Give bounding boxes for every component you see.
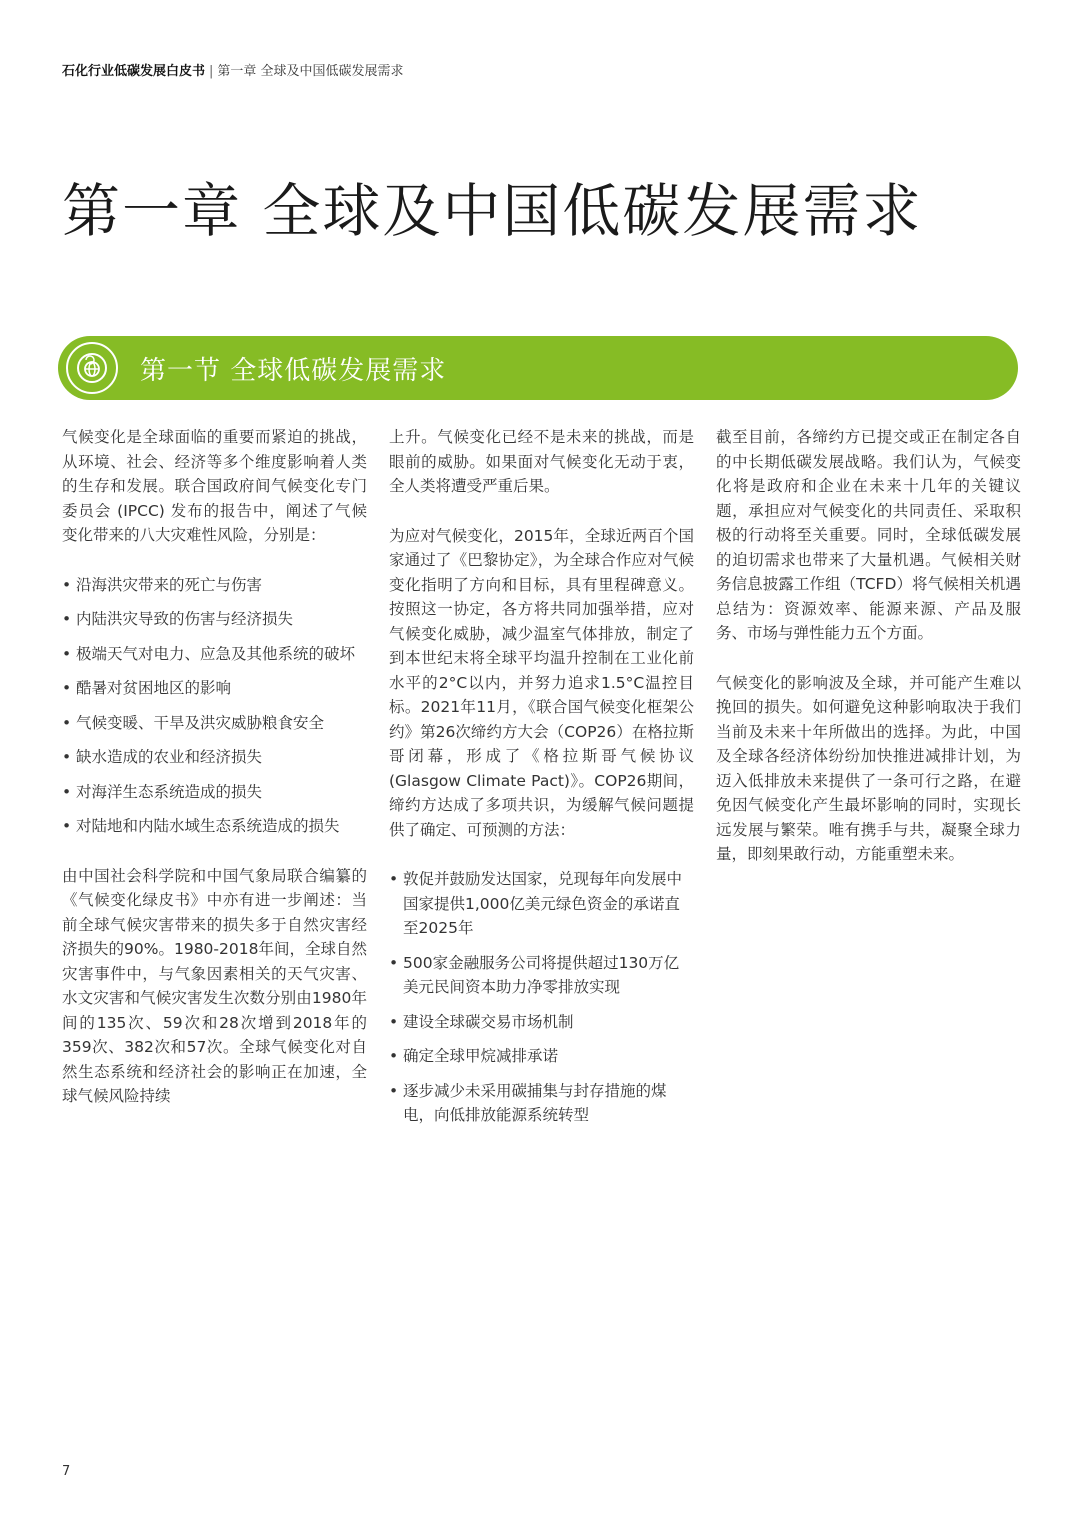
header-separator: | (209, 64, 214, 79)
section-banner (58, 336, 1018, 400)
running-header (62, 60, 404, 79)
list-item: • 对海洋生态系统造成的损失 (62, 780, 367, 805)
paragraph: 截至目前，各缔约方已提交或正在制定各自的中长期低碳发展战略。我们认为，气候变化将是政府和企业在未来十几年的关键议题，承担应对气候变化的共同责任、采取积极的行动将至关重要。同时，全球低碳发展的迫切需求也带来了大量机遇。气候相关财务信息披露工作组（TCFD）将气候相关机遇总结为：资源效率、能源来源、产品及服务、市场与弹性能力五个方面。 (716, 428, 1021, 642)
paragraph: 气候变化的影响波及全球，并可能产生难以挽回的损失。如何避免这种影响取决于我们当前及未来十年所做出的选择。为此，中国及全球各经济体纷纷加快推进减排计划，为迈入低排放未来提供了一条可行之路，在避免因气候变化产生最坏影响的同时，实现长远发展与繁荣。唯有携手与共，凝聚全球力量，即刻果敢行动，方能重塑未来。 (716, 673, 1021, 863)
list-item: • 确定全球甲烷减排承诺 (389, 1044, 694, 1069)
list-item: • 对陆地和内陆水域生态系统造成的损失 (62, 814, 367, 839)
list-item: • 500家金融服务公司将提供超过130万亿美元民间资本助力净零排放实现 (389, 951, 694, 1000)
paragraph: 气候变化是全球面临的重要而紧迫的挑战，从环境、社会、经济等多个维度影响着人类的生存和发展。联合国政府间气候变化专门委员会 (IPCC) 发布的报告中，阐述了气候变化带来的八大灾难性风险，分别是： (62, 428, 367, 544)
cop26-list (389, 867, 694, 1128)
paragraph: 上升。气候变化已经不是未来的挑战，而是眼前的威胁。如果面对气候变化无动于衷，全人类将遭受严重后果。 (389, 428, 694, 495)
chapter-reference: 第一章 全球及中国低碳发展需求 (217, 64, 404, 79)
risk-list (62, 573, 367, 839)
list-item: • 极端天气对电力、应急及其他系统的破坏 (62, 642, 367, 667)
list-item: • 建设全球碳交易市场机制 (389, 1010, 694, 1035)
globe-icon (66, 342, 118, 394)
section-title: 第一节 全球低碳发展需求 (140, 355, 447, 386)
list-item: • 酷暑对贫困地区的影响 (62, 676, 367, 701)
text-column-1 (62, 425, 367, 1134)
list-item: • 沿海洪灾带来的死亡与伤害 (62, 573, 367, 598)
paragraph: 为应对气候变化，2015年，全球近两百个国家通过了《巴黎协定》，为全球合作应对气候变化指明了方向和目标，具有里程碑意义。按照这一协定，各方将共同加强举措，应对气候变化威胁，减少温室气体排放，制定了到本世纪末将全球平均温升控制在工业化前水平的2°C以内，并努力追求1.5°C温控目标。2021年11月，《联合国气候变化框架公约》第26次缔约方大会（COP26）在格拉斯哥闭幕，形成了《格拉斯哥气候协议 (Glasgow Climate Pact)》。COP26期间，缔约方达成了多项共识，为缓解气候问题提供了确定、可预测的方法： (389, 526, 694, 839)
list-item: • 缺水造成的农业和经济损失 (62, 745, 367, 770)
document-title: 石化行业低碳发展白皮书 (62, 64, 206, 79)
list-item: • 气候变暖、干旱及洪灾威胁粮食安全 (62, 711, 367, 736)
list-item: • 内陆洪灾导致的伤害与经济损失 (62, 607, 367, 632)
text-column-3 (716, 425, 1021, 892)
text-column-2 (389, 425, 694, 1153)
list-item: • 敦促并鼓励发达国家，兑现每年向发展中国家提供1,000亿美元绿色资金的承诺直至2025年 (389, 867, 694, 941)
paragraph: 由中国社会科学院和中国气象局联合编纂的《气候变化绿皮书》中亦有进一步阐述：当前全球气候灾害带来的损失多于自然灾害经济损失的90%。1980-2018年间，全球自然灾害事件中，与气象因素相关的天气灾害、水文灾害和气候灾害发生次数分别由1980年间的135次、59次和28次增到2018年的359次、382次和57次。全球气候变化对自然生态系统和经济社会的影响正在加速，全球气候风险持续 (62, 866, 367, 1105)
chapter-title: 第一章 全球及中国低碳发展需求 (62, 177, 923, 245)
list-item: • 逐步减少未采用碳捕集与封存措施的煤电，向低排放能源系统转型 (389, 1079, 694, 1128)
page-number: 7 (62, 1464, 71, 1479)
